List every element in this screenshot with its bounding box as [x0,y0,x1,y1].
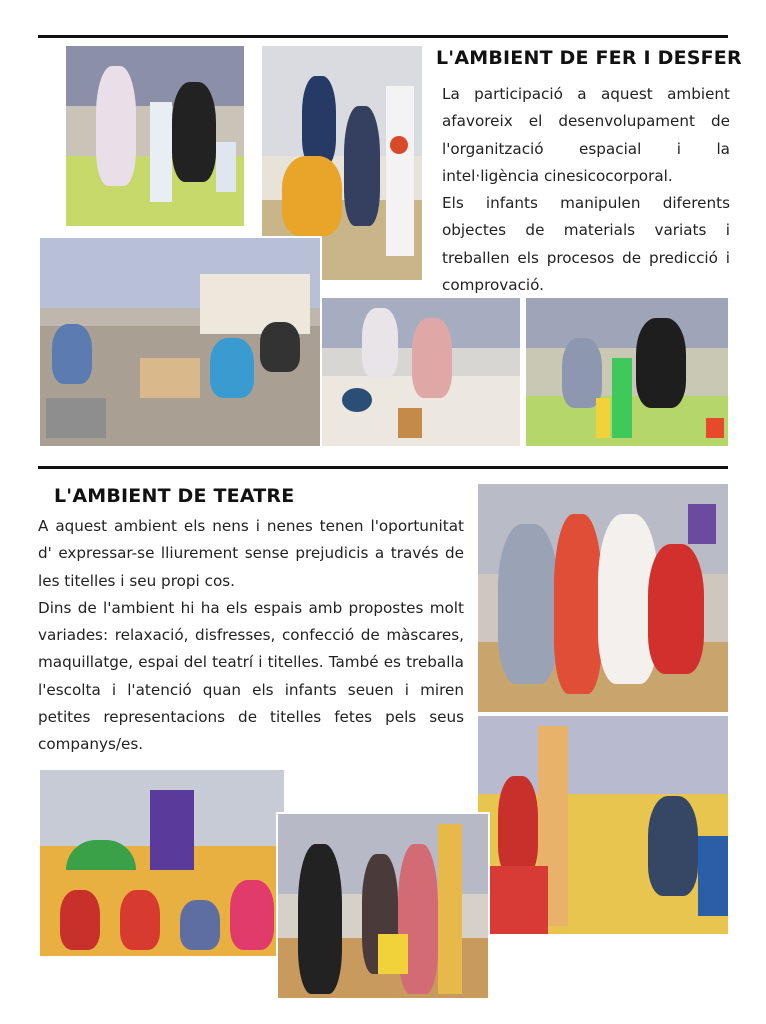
photo-puppet-theatre [38,768,286,958]
section1-title: L'AMBIENT DE FER I DESFER [436,47,742,69]
section2-paragraph: Dins de l'ambient hi ha els espais amb propostes molt variades: relaxació, disfresses, confecció de màscares, maquillatge, espai del teatrí i titelles. També es treballa l'escolta i l'atenció quan els infants seuen i miren petites representacions de titelles fetes pels seus companys/es. [38,598,464,754]
photo-costumes [476,482,730,714]
section2-text [38,513,464,759]
photo-puppet-show [476,714,730,936]
section1-paragraph: La participació a aquest ambient afavoreix el desenvolupament de l'organització espacial i la intel·ligència cinesicocorporal. [442,85,730,185]
photo-wood-blocks [38,236,322,448]
section1-paragraph: Els infants manipulen diferents objectes de materials variats i treballen els procesos de predicció i comprovació. [442,194,730,295]
photo-table-play [320,296,522,448]
top-divider [38,35,728,38]
section2-title: L'AMBIENT DE TEATRE [54,485,295,507]
section1-text [442,81,730,299]
photo-stacking-cups [64,44,246,228]
photo-children-puppets [276,812,490,1000]
photo-colorful-tower [524,296,730,448]
middle-divider [38,466,728,469]
section2-paragraph: A aquest ambient els nens i nenes tenen l'oportunitat d' expressar-se lliurement sense prejudicis a través de les titelles i seu propi cos. [38,517,464,590]
